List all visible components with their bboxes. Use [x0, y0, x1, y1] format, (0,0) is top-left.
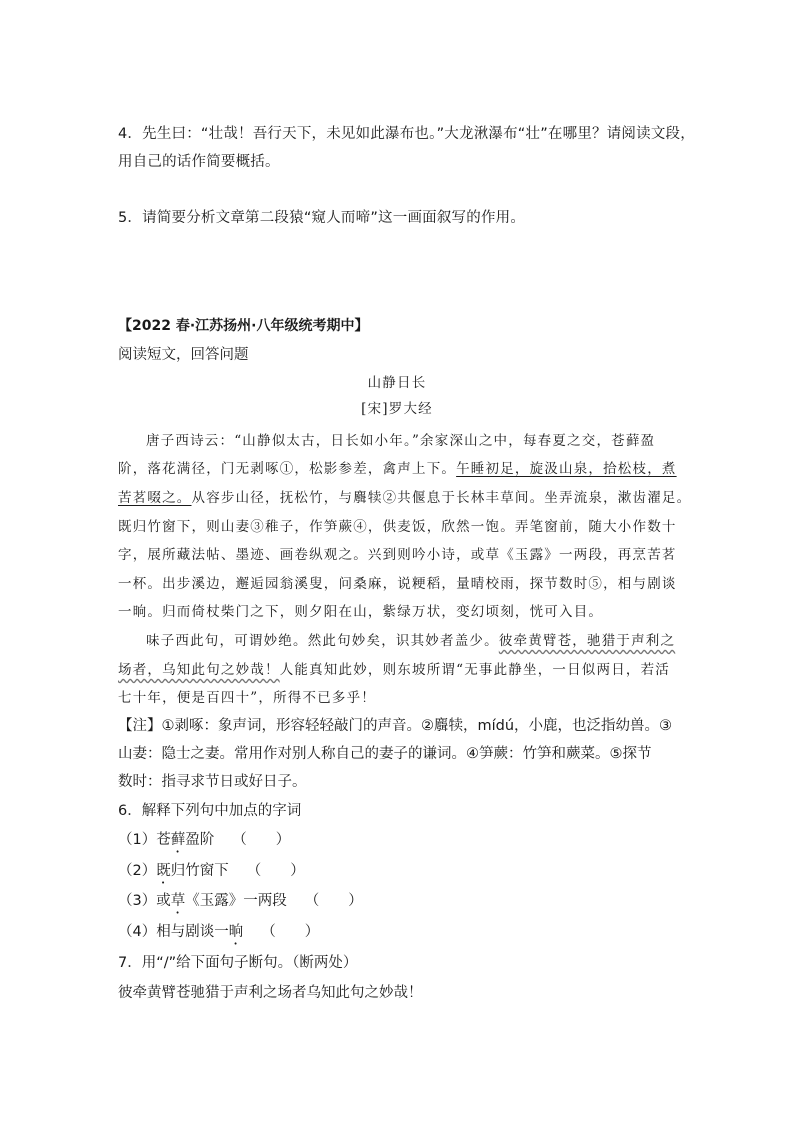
source-header: 【2022 春·江苏扬州·八年级统考期中】 [118, 318, 369, 334]
answer-blank[interactable]: （ ） [246, 863, 305, 879]
passage-p2-line-1 [146, 631, 675, 651]
underlined-sentence: 午睡初足，旋汲山泉，拾松枝，煮 [456, 461, 677, 477]
answer-blank[interactable]: （ ） [304, 893, 363, 909]
question-6-stem: 6．解释下列句中加点的字词 [118, 803, 302, 819]
underlined-sentence-end: 苦茗啜之。 [118, 490, 192, 506]
passage-p2-line-3: 七十年，便是百四十”，所得不已多乎！ [118, 690, 377, 706]
wavy-underlined-sentence: 彼牵黄臂苍，驰猎于声利之 [498, 633, 676, 649]
passage-text: 味子西此句，可谓妙绝。然此句妙矣，识其妙者盖少。 [146, 633, 499, 649]
item-text: 《玉露》一两段 [185, 893, 287, 909]
item-text: 盈阶 [185, 832, 215, 848]
item-text: 苍 [156, 832, 171, 848]
reading-instruction: 阅读短文，回答问题 [118, 347, 249, 363]
question-7-sentence: 彼牵黄臂苍驰猎于声利之场者乌知此句之妙哉！ [118, 985, 423, 1001]
dotted-word: 晌 [228, 924, 244, 940]
answer-blank[interactable]: （ ） [232, 832, 291, 848]
passage-author: [宋]罗大经 [361, 401, 433, 417]
question-4-line-1: 4．先生曰：“壮哉！吾行天下，未见如此瀑布也。”大龙湫瀑布“壮”在哪里？请阅读文段， [118, 126, 695, 142]
item-number: （4） [118, 924, 157, 940]
passage-text: 人能真知此妙，则东坡所谓“无事此静坐，一日似两日，若活 [279, 662, 671, 678]
passage-p1-line-7: 一晌。归而倚杖柴门之下，则夕阳在山，紫绿万状，变幻顷刻，恍可入目。 [118, 604, 604, 620]
question-5: 5．请简要分析文章第二段猿“窥人而啼”这一画面叙写的作用。 [118, 210, 526, 226]
passage-p1-line-1: 唐子西诗云：“山静似太古，日长如小年。”余家深山之中，每春夏之交，苍藓盈 [146, 433, 656, 449]
item-number: （1） [118, 832, 157, 848]
passage-p1-line-2 [118, 459, 677, 479]
wavy-underlined-sentence-end: 场者，乌知此句之妙哉！ [118, 662, 280, 678]
item-text: 相与剧谈一 [156, 924, 229, 940]
question-4-line-2: 用自己的话作简要概括。 [118, 154, 280, 170]
dotted-word: 草 [170, 893, 186, 909]
question-6-item-2 [118, 861, 305, 887]
notes-line-3: 数时：指寻求节日或好日子。 [118, 774, 307, 790]
notes-line-1: 【注】①剥啄：象声词，形容轻轻敲门的声音。②麛犊，mídú，小鹿，也泛指幼兽。③ [118, 718, 673, 734]
question-6-item-4 [118, 922, 319, 948]
item-number: （2） [118, 863, 157, 879]
passage-text: 从容步山径，抚松竹，与麛犊②共偃息于长林丰草间。坐弄流泉，漱齿濯足。 [191, 490, 692, 506]
question-7-stem: 7．用“/”给下面句子断句。（断两处） [118, 955, 358, 971]
dotted-word: 既 [156, 863, 171, 879]
dotted-word: 藓 [170, 832, 186, 848]
question-6-item-3 [118, 891, 363, 917]
answer-blank[interactable]: （ ） [261, 924, 320, 940]
passage-text: 阶，落花满径，门无剥啄①，松影参差，禽声上下。 [118, 461, 457, 477]
item-number: （3） [118, 893, 157, 909]
item-text: 归竹窗下 [170, 863, 229, 879]
passage-p1-line-5: 字，展所藏法帖、墨迹、画卷纵观之。兴到则吟小诗，或草《玉露》一两段，再烹苦茗 [118, 547, 677, 563]
passage-p1-line-4: 既归竹窗下，则山妻③稚子，作笋蕨④，供麦饭，欣然一饱。弄笔窗前，随大小作数十 [118, 519, 677, 535]
question-6-item-1 [118, 830, 290, 856]
passage-p1-line-3 [118, 488, 691, 508]
passage-title: 山静日长 [367, 375, 427, 391]
passage-p2-line-2 [118, 660, 670, 680]
notes-line-2: 山妻：隐士之妻。常用作对别人称自己的妻子的谦词。④笋蕨：竹笋和蕨菜。⑤探节 [118, 746, 652, 762]
passage-p1-line-6: 一杯。出步溪边，邂逅园翁溪叟，问桑麻，说粳稻，量晴校雨，探节数时⑤，相与剧谈 [118, 576, 677, 592]
item-text: 或 [156, 893, 171, 909]
